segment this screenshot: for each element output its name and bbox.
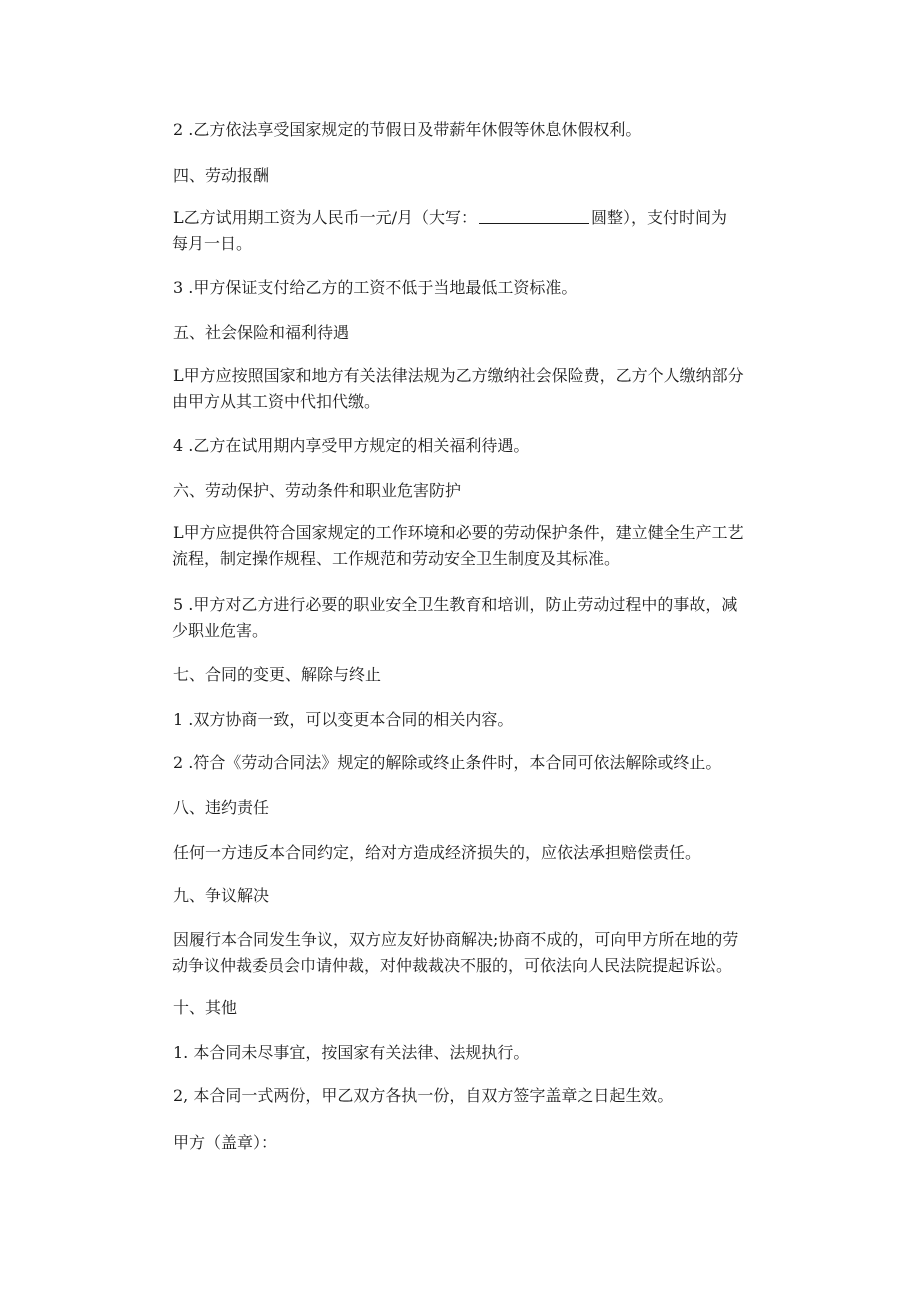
heading-miscellaneous: 十、其他 xyxy=(173,998,238,1017)
heading-social-insurance: 五、社会保险和福利待遇 xyxy=(173,323,350,342)
training-line-1: 5 .甲方对乙方进行必要的职业安全卫生教育和培训，防止劳动过程中的事故，减 xyxy=(173,595,738,614)
clause-social-insurance xyxy=(173,363,783,415)
clause-work-environment xyxy=(173,520,783,572)
environment-line-2: 流程，制定操作规程、工作规范和劳动安全卫生制度及其标准。 xyxy=(172,549,621,568)
wage-text-cont: 每月一日。 xyxy=(172,234,253,253)
heading-breach-liability: 八、违约责任 xyxy=(173,798,270,817)
insurance-line-1: L甲方应按照国家和地方有关法律法规为乙方缴纳社会保险费，乙方个人缴纳部分 xyxy=(173,366,744,385)
clause-rest-leave: 2 .乙方依法享受国家规定的节假日及带薪年休假等休息休假权利。 xyxy=(173,120,642,139)
heading-contract-change: 七、合同的变更、解除与终止 xyxy=(173,665,382,684)
clause-compensation: 任何一方违反本合同约定，给对方造成经济损失的，应依法承担赔偿责任。 xyxy=(173,843,702,862)
party-a-signature-label: 甲方（盖章）： xyxy=(173,1133,278,1152)
clause-unaddressed-matters: 1. 本合同未尽事宜，按国家有关法律、法规执行。 xyxy=(173,1043,530,1062)
clause-copies-effective: 2, 本合同一式两份，甲乙双方各执一份，自双方签字盖章之日起生效。 xyxy=(173,1086,674,1105)
clause-welfare: 4 .乙方在试用期内享受甲方规定的相关福利待遇。 xyxy=(173,436,530,455)
arbitration-line-1: 因履行本合同发生争议，双方应友好协商解决;协商不成的，可向甲方所在地的劳 xyxy=(173,930,739,949)
clause-arbitration xyxy=(173,927,783,979)
wage-text-end: 圆整），支付时间为 xyxy=(591,208,728,227)
wage-text-start: L乙方试用期工资为人民币一元/月（大写： xyxy=(173,208,478,227)
clause-change-by-consent: 1 .双方协商一致，可以变更本合同的相关内容。 xyxy=(173,710,514,729)
clause-probation-wage xyxy=(173,205,783,257)
insurance-line-2: 由甲方从其工资中代扣代缴。 xyxy=(172,392,381,411)
heading-labor-remuneration: 四、劳动报酬 xyxy=(173,166,270,185)
amount-blank-line xyxy=(479,209,589,224)
training-line-2: 少职业危害。 xyxy=(172,621,269,640)
clause-termination: 2 .符合《劳动合同法》规定的解除或终止条件时，本合同可依法解除或终止。 xyxy=(173,753,722,772)
clause-safety-training xyxy=(173,592,783,644)
arbitration-line-2: 动争议仲裁委员会巾请仲裁，对仲裁裁决不服的，可依法向人民法院提起诉讼。 xyxy=(172,956,733,975)
heading-labor-protection: 六、劳动保护、劳动条件和职业危害防护 xyxy=(173,481,462,500)
clause-min-wage: 3 .甲方保证支付给乙方的工资不低于当地最低工资标准。 xyxy=(173,278,578,297)
environment-line-1: L甲方应提供符合国家规定的工作环境和必要的劳动保护条件，建立健全生产工艺 xyxy=(173,523,744,542)
heading-dispute-resolution: 九、争议解决 xyxy=(173,886,270,905)
